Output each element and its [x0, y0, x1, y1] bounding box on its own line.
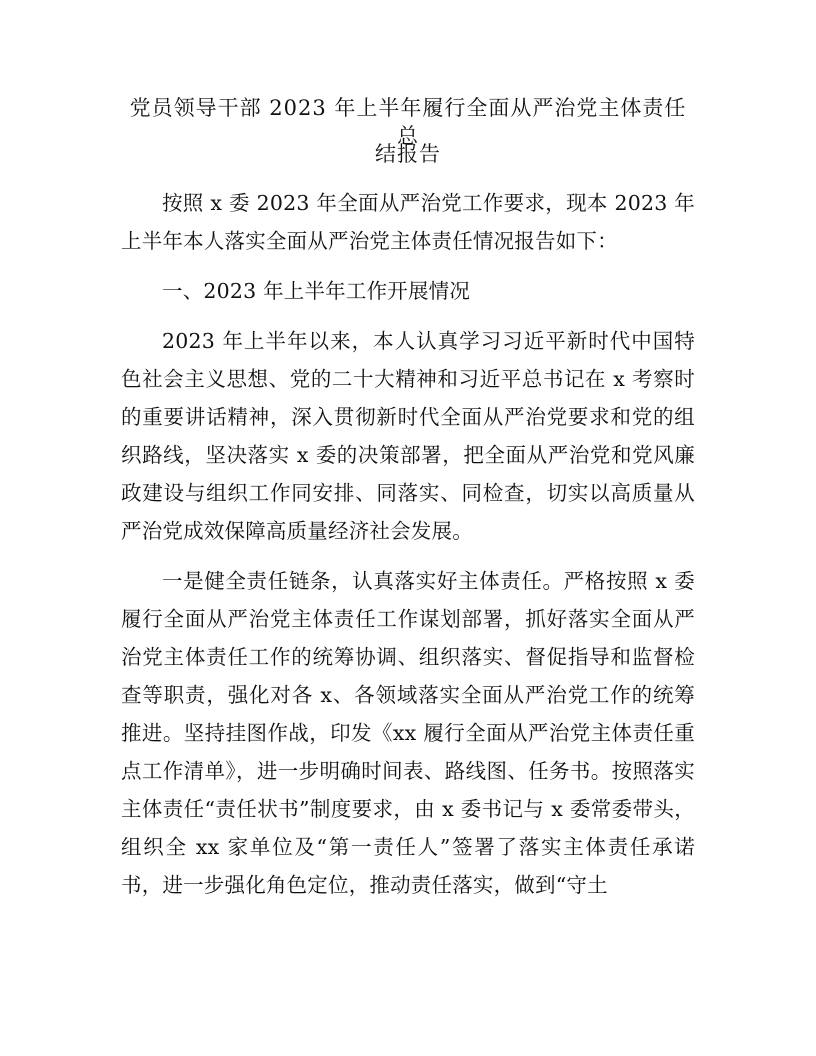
document-title-line-2: 结报告	[375, 142, 441, 166]
document-body	[121, 184, 695, 904]
intro-paragraph: 按照 x 委 2023 年全面从严治党工作要求，现本 2023 年上半年本人落实全面从严治党主体责任情况报告如下：	[121, 191, 695, 253]
overview-paragraph: 2023 年上半年以来，本人认真学习习近平新时代中国特色社会主义思想、党的二十大精神和习近平总书记在 x 考察时的重要讲话精神，深入贯彻新时代全面从严治党要求和党的组织路线，坚决落实 x 委的决策部署，把全面从严治党和党风廉政建设与组织工作同安排、同落实、同检查，切实以高质量从严治党成效保障高质量经济社会发展。	[121, 329, 695, 543]
document-title-line-1: 党员领导干部 2023 年上半年履行全面从严治党主体责任总	[129, 96, 687, 148]
responsibility-paragraph: 一是健全责任链条，认真落实好主体责任。严格按照 x 委履行全面从严治党主体责任工作谋划部署，抓好落实全面从严治党主体责任工作的统筹协调、组织落实、督促指导和监督检查等职责，强化对各 x、各领域落实全面从严治党工作的统筹推进。坚持挂图作战，印发《xx 履行全面从严治党主体责任重点工作清单》，进一步明确时间表、路线图、任务书。按照落实主体责任“责任状书”制度要求，由 x 委书记与 x 委常委带头，组织全 xx 家单位及“第一责任人”签署了落实主体责任承诺书，进一步强化角色定位，推动责任落实，做到“守土	[121, 569, 695, 897]
section-heading: 一、2023 年上半年工作开展情况	[162, 279, 471, 303]
